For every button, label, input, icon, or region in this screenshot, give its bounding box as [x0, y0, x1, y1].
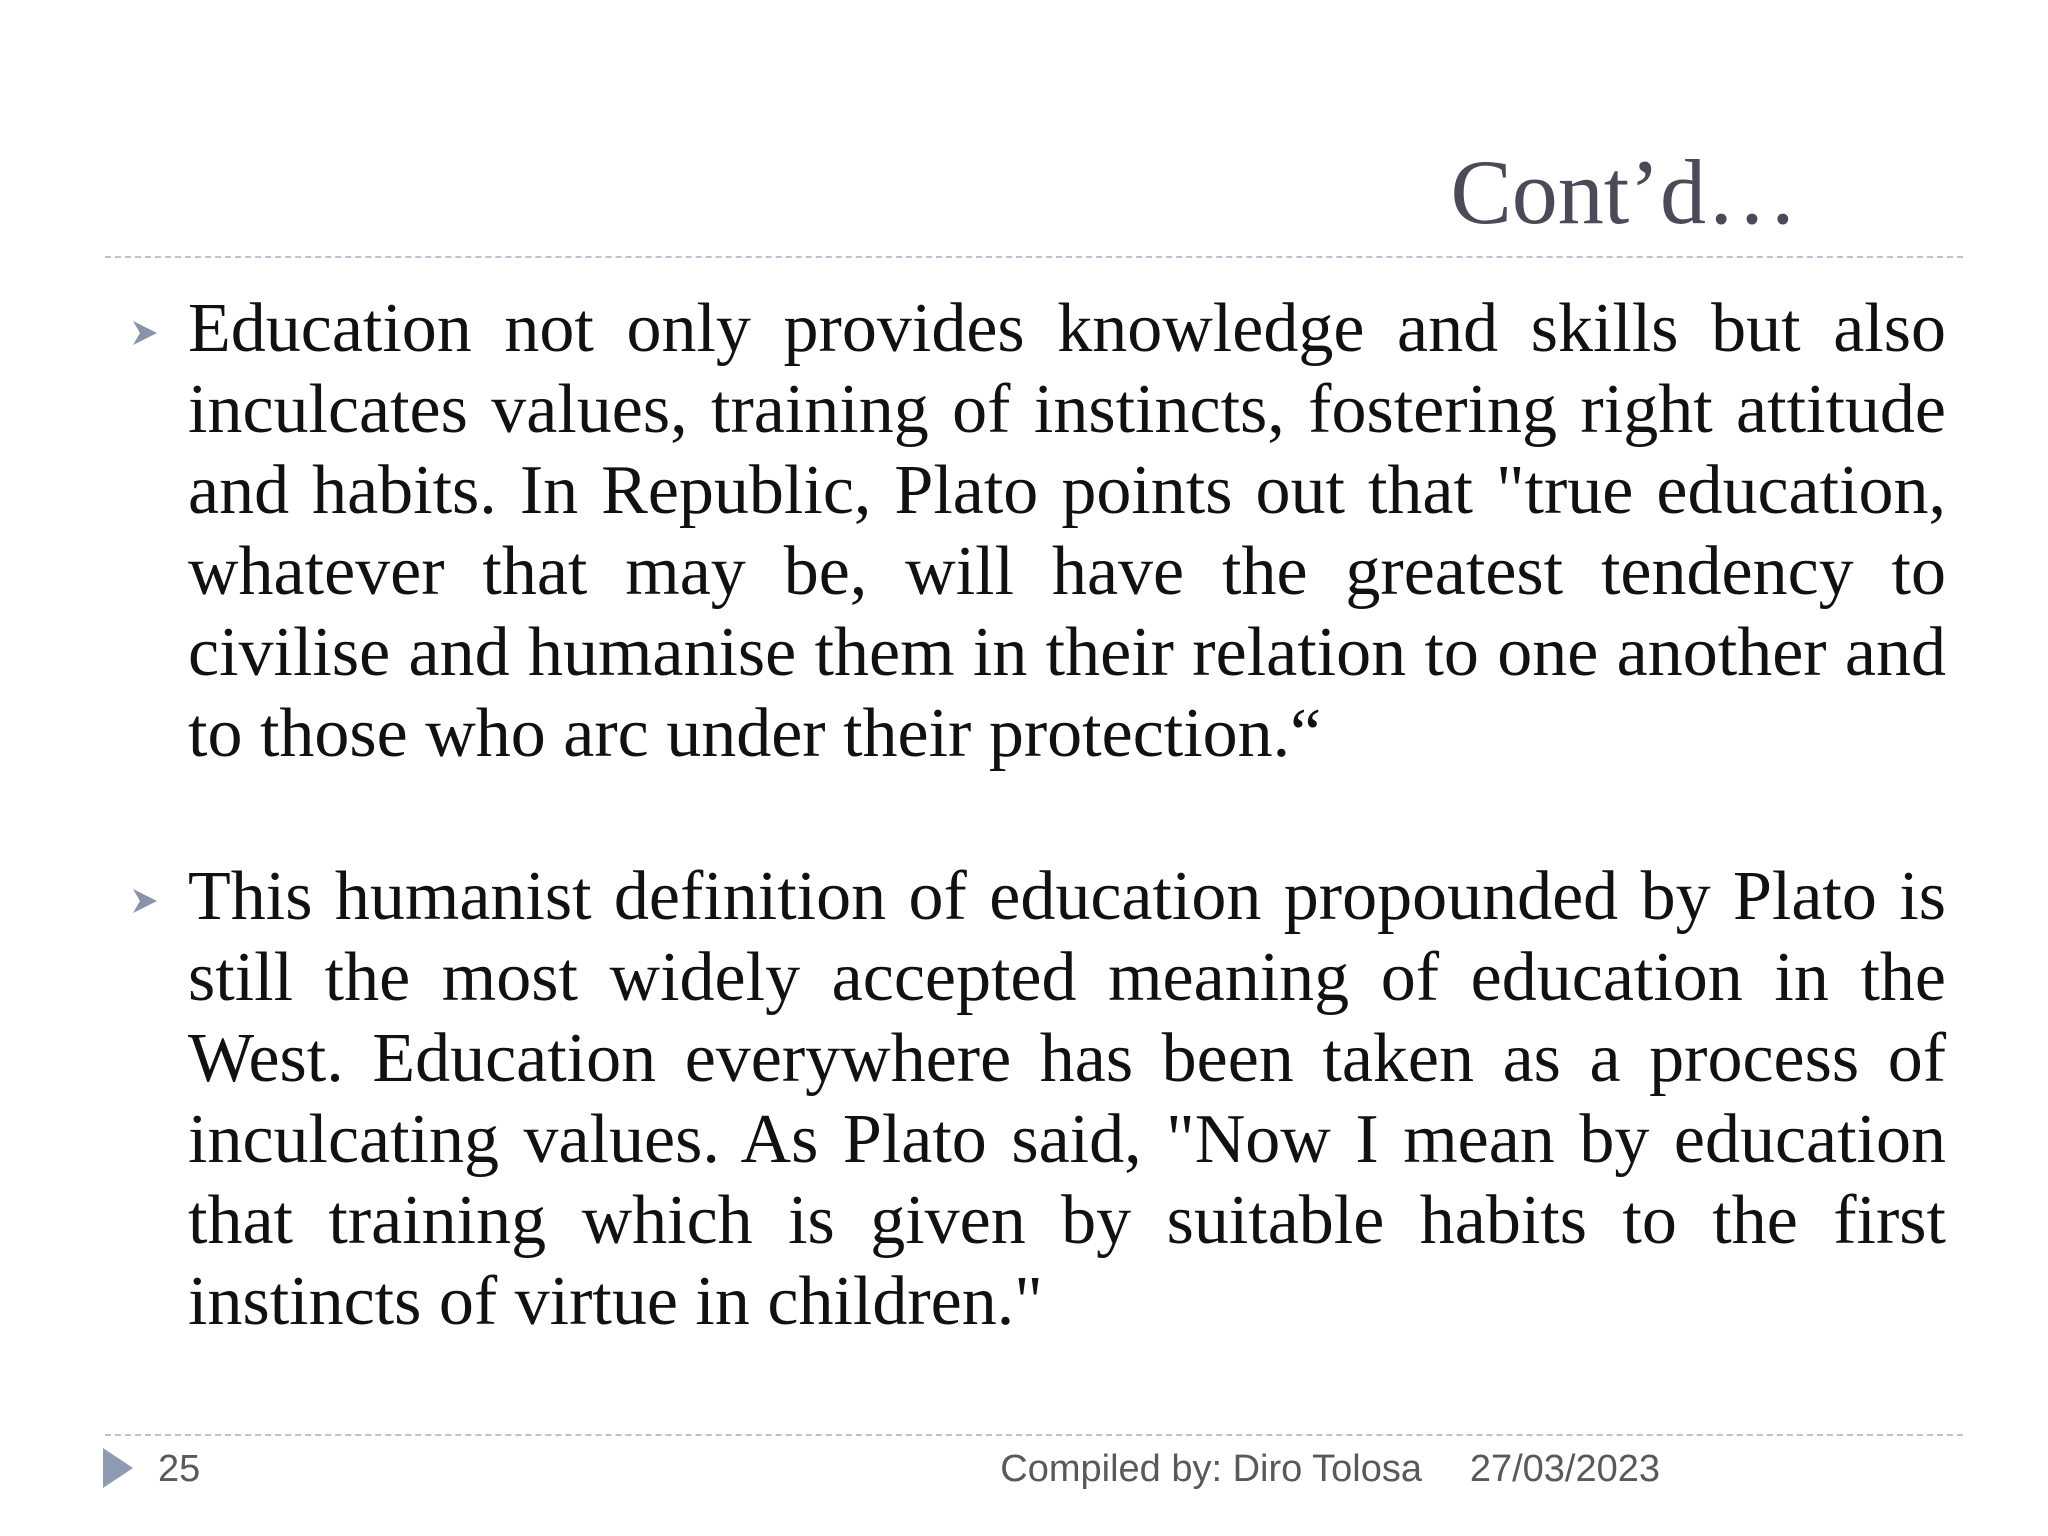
page-number: 25: [158, 1448, 201, 1490]
compiled-by: Compiled by: Diro Tolosa: [1000, 1448, 1422, 1490]
slide-title: Cont’d…: [1450, 141, 1798, 243]
arrow-bullet-icon: [128, 316, 162, 350]
footer-divider: [105, 1434, 1963, 1436]
slide-date: 27/03/2023: [1469, 1448, 1660, 1490]
bullet-item: [128, 288, 1946, 774]
arrow-bullet-icon: [128, 884, 162, 918]
bullet-item: [128, 856, 1946, 1342]
slide-marker-icon: [101, 1446, 135, 1490]
bullet-text: Education not only provides knowledge and skills but also inculcates values, training of instincts, fostering right attitude and habits. In Republic, Plato points out that "true education, whatever that may be, will have the greatest tendency to civilise and humanise them in their relation to one another and to those who arc under their protection.“: [188, 290, 1946, 772]
bullet-text: This humanist definition of education propounded by Plato is still the most widely accepted meaning of education in the West. Education everywhere has been taken as a process of inculcating values. As Plato said, "Now I mean by education that training which is given by suitable habits to the first instincts of virtue in children.": [188, 858, 1946, 1340]
slide-content: [128, 288, 1946, 1342]
title-divider: [105, 256, 1963, 258]
